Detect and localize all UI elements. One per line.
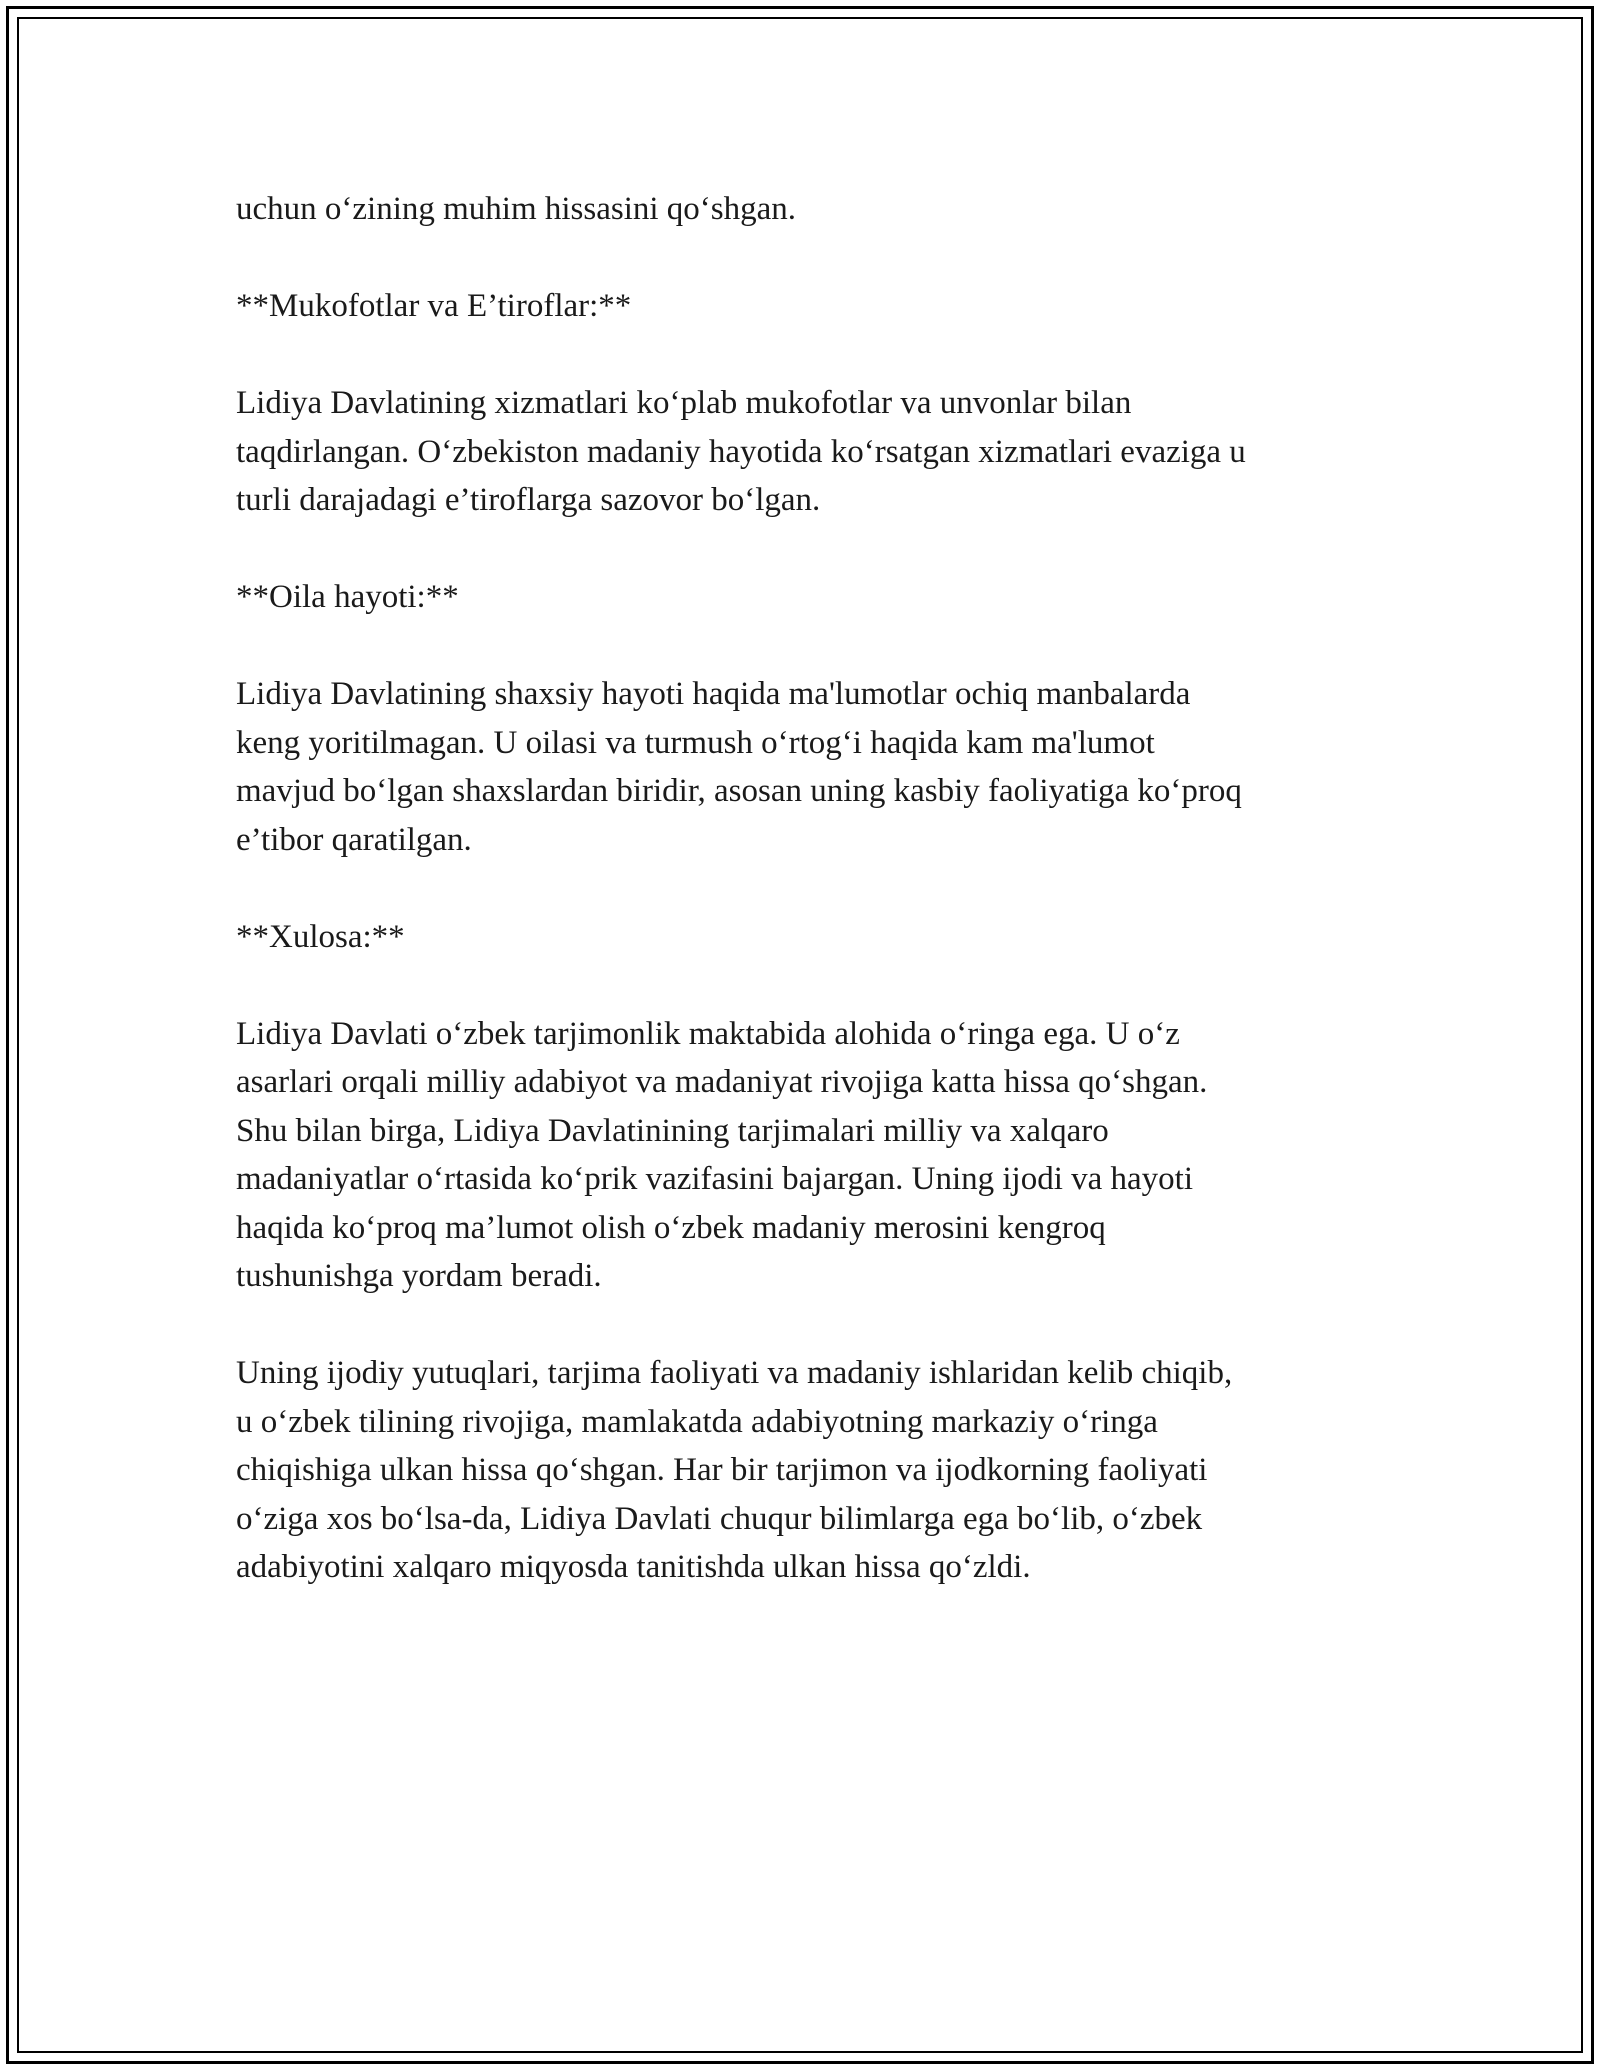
paragraph-continuation: uchun o‘zining muhim hissasini qo‘shgan.	[236, 191, 797, 227]
heading-conclusion: **Xulosa:**	[236, 918, 405, 955]
paragraph-conclusion: Lidiya Davlati o‘zbek tarjimonlik maktabida alohida o‘ringa ega. U o‘z asarlari orqali milliy adabiyot va madaniyat rivojiga katta hissa qo‘shgan. Shu bilan birga, Lidiya Davlatinining tarjimalari milliy va xalqaro madaniyatlar o‘rtasida ko‘prik vazifasini bajargan. Uning ijodi va hayoti haqida ko‘proq ma’lumot olish o‘zbek madaniy merosini kengroq tushunishga yordam beradi.	[236, 1015, 1208, 1294]
paragraph-final: Uning ijodiy yutuqlari, tarjima faoliyati va madaniy ishlaridan kelib chiqib, u o‘zbek tilining rivojiga, mamlakatda adabiyotning markaziy o‘ringa chiqishiga ulkan hissa qo‘shgan. Har bir tarjimon va ijodkorning faoliyati o‘ziga xos bo‘lsa-da, Lidiya Davlati chuqur bilimlarga ega bo‘lib, o‘zbek adabiyotini xalqaro miqyosda tanitishda ulkan hissa qo‘zldi.	[236, 1355, 1233, 1585]
heading-awards: **Mukofotlar va E’tiroflar:**	[236, 288, 632, 324]
document-body	[236, 185, 1364, 1640]
heading-family-life: **Oila hayoti:**	[236, 579, 459, 615]
paragraph-awards: Lidiya Davlatining xizmatlari ko‘plab mukofotlar va unvonlar bilan taqdirlangan. O‘zbekiston madaniy hayotida ko‘rsatgan xizmatlari evaziga u turli darajadagi e’tiroflarga sazovor bo‘lgan.	[236, 385, 1246, 518]
paragraph-family-life: Lidiya Davlatining shaxsiy hayoti haqida ma'lumotlar ochiq manbalarda keng yoritilmagan. U oilasi va turmush o‘rtog‘i haqida kam ma'lumot mavjud bo‘lgan shaxslardan biridir, asosan uning kasbiy faoliyatiga ko‘proq e’tibor qaratilgan.	[236, 676, 1242, 858]
